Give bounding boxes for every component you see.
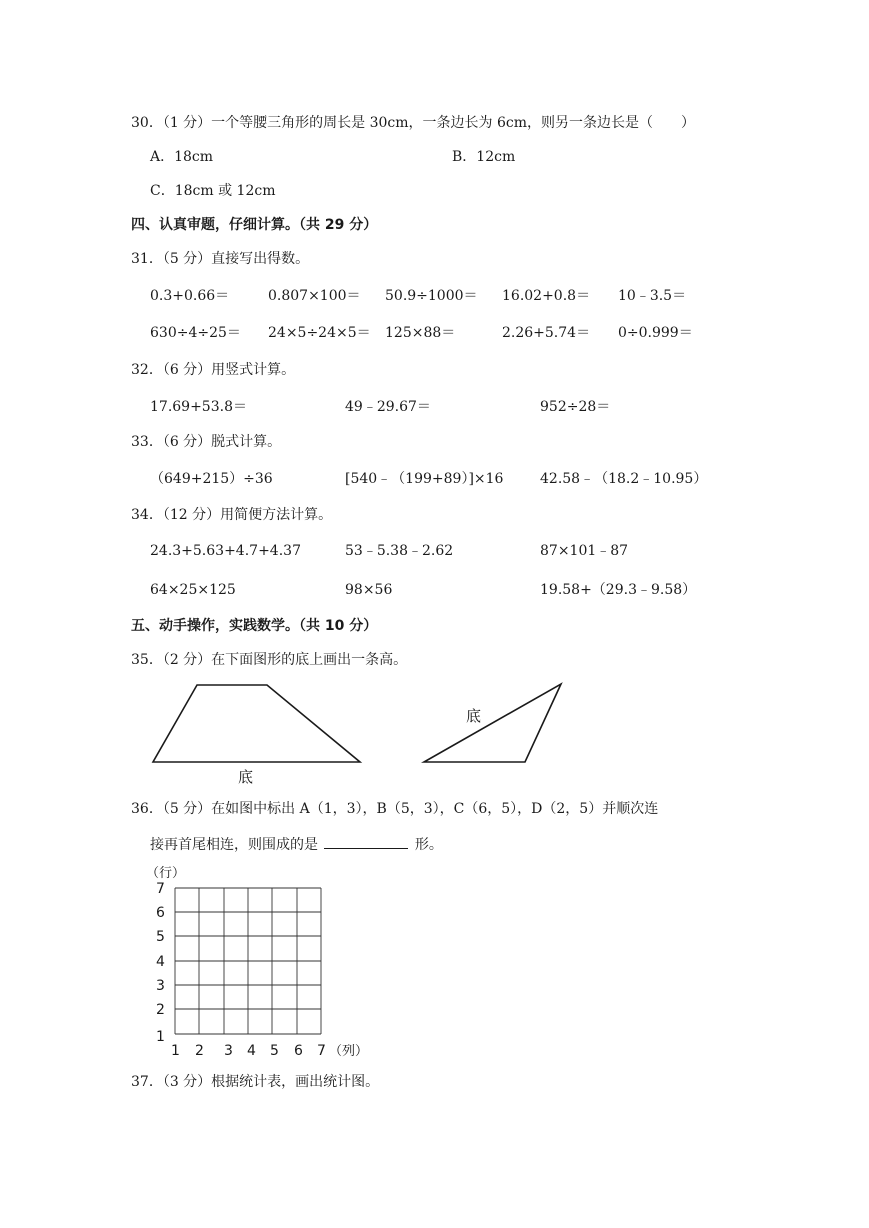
q31-r1-c2: 0.807×100＝: [268, 288, 361, 304]
row-number-7: 7: [156, 881, 165, 897]
q31-r1-c1: 0.3+0.66＝: [150, 288, 230, 304]
q34-r1-c2: 53﹣5.38﹣2.62: [345, 543, 454, 559]
question-36-stem-after-blank: 形。: [414, 837, 443, 853]
q34-r2-c3: 19.58+（29.3﹣9.58）: [540, 582, 697, 598]
q31-r1-c3: 50.9÷1000＝: [385, 288, 478, 304]
q34-r2-c1: 64×25×125: [150, 582, 236, 598]
q34-r2-c2: 98×56: [345, 582, 393, 598]
q31-r2-c4: 2.26+5.74＝: [502, 325, 591, 341]
row-number-2: 2: [156, 1002, 165, 1018]
row-number-3: 3: [156, 978, 165, 994]
section-4-title: 四、认真审题，仔细计算。（共 29 分）: [131, 217, 378, 233]
col-number-6: 6: [294, 1043, 303, 1059]
triangle-shape: [424, 684, 561, 762]
col-number-4: 4: [247, 1043, 256, 1059]
question-30-option-a: A．18cm: [150, 149, 214, 165]
col-number-5: 5: [270, 1043, 279, 1059]
row-number-4: 4: [156, 954, 165, 970]
q32-item-1: 17.69+53.8＝: [150, 399, 247, 415]
col-number-1: 1: [171, 1043, 180, 1059]
q31-r1-c4: 16.02+0.8＝: [502, 288, 591, 304]
question-31-stem: 31．（5 分）直接写出得数。: [131, 251, 310, 267]
question-33-stem: 33．（6 分）脱式计算。: [131, 434, 282, 450]
trapezoid-figure: [140, 676, 380, 788]
row-number-5: 5: [156, 929, 165, 945]
question-30-stem: 30．（1 分）一个等腰三角形的周长是 30cm，一条边长为 6cm，则另一条边长是（ ）: [131, 115, 696, 131]
q31-r2-c1: 630÷4÷25＝: [150, 325, 241, 341]
q31-r1-c5: 10﹣3.5＝: [618, 288, 687, 304]
coordinate-grid[interactable]: [146, 860, 376, 1065]
q33-item-3: 42.58﹣（18.2﹣10.95）: [540, 471, 708, 487]
question-30-option-c: C．18cm 或 12cm: [150, 183, 276, 199]
col-axis-label: （列）: [329, 1044, 369, 1059]
question-36-stem-line-2: [150, 834, 443, 854]
q33-item-1: （649+215）÷36: [150, 471, 273, 487]
q33-item-2: [540﹣（199+89）]×16: [345, 471, 504, 487]
grid-lines: [175, 888, 321, 1034]
trapezoid-shape: [153, 685, 360, 762]
row-axis-label: （行）: [146, 866, 186, 881]
question-30-option-b: B．12cm: [452, 149, 516, 165]
col-number-3: 3: [224, 1043, 233, 1059]
answer-blank[interactable]: [324, 834, 408, 849]
row-number-6: 6: [156, 905, 165, 921]
q31-r2-c5: 0÷0.999＝: [618, 325, 693, 341]
q32-item-2: 49﹣29.67＝: [345, 399, 431, 415]
trapezoid-base-label: 底: [238, 768, 254, 786]
triangle-base-label: 底: [466, 707, 482, 725]
q34-r1-c1: 24.3+5.63+4.7+4.37: [150, 543, 301, 559]
section-5-title: 五、动手操作，实践数学。（共 10 分）: [131, 618, 378, 634]
q31-r2-c3: 125×88＝: [385, 325, 456, 341]
question-36-stem-before-blank: 接再首尾相连，则围成的是: [150, 837, 318, 853]
question-35-stem: 35．（2 分）在下面图形的底上画出一条高。: [131, 652, 408, 668]
col-number-2: 2: [195, 1043, 204, 1059]
col-number-7: 7: [317, 1043, 326, 1059]
question-37-stem: 37．（3 分）根据统计表，画出统计图。: [131, 1074, 380, 1090]
q34-r1-c3: 87×101﹣87: [540, 543, 629, 559]
q32-item-3: 952÷28＝: [540, 399, 611, 415]
question-32-stem: 32．（6 分）用竖式计算。: [131, 362, 296, 378]
q31-r2-c2: 24×5÷24×5＝: [268, 325, 371, 341]
triangle-figure: [410, 676, 580, 776]
question-36-stem-line-1: 36．（5 分）在如图中标出 A（1，3），B（5，3），C（6，5），D（2，5）并顺次连: [131, 801, 659, 817]
row-number-1: 1: [156, 1029, 165, 1045]
question-34-stem: 34．（12 分）用简便方法计算。: [131, 507, 333, 523]
